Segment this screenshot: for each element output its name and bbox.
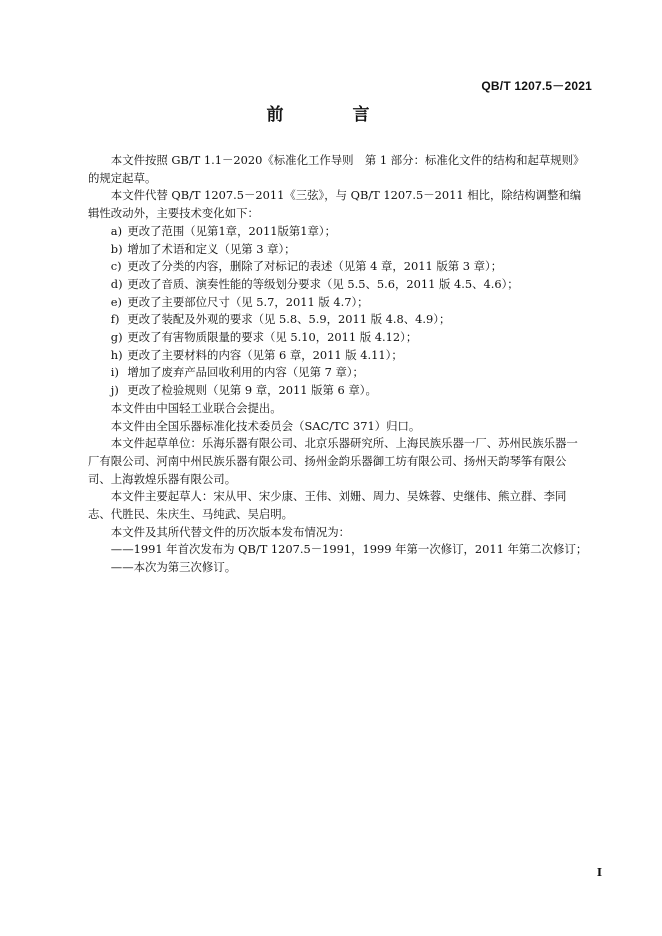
list-item bbox=[111, 276, 588, 294]
list-item-text: 更改了装配及外观的要求（见 5.8、5.9，2011 版 4.8、4.9）； bbox=[127, 312, 451, 327]
list-item bbox=[111, 364, 588, 382]
page-number: I bbox=[596, 866, 602, 879]
paragraph-drafters: 本文件主要起草人：宋从甲、宋少康、王伟、刘姗、周力、吴姝蓉、史继伟、熊立群、李同志、代胜民、朱庆生、马纯武、吴启明。 bbox=[88, 489, 567, 522]
history-item: ——本次为第三次修订。 bbox=[110, 560, 237, 575]
list-item bbox=[111, 329, 588, 347]
history-item: ——1991 年首次发布为 QB/T 1207.5－1991，1999 年第一次修订，2011 年第二次修订； bbox=[110, 542, 588, 557]
list-item bbox=[111, 347, 588, 365]
paragraph-history-intro: 本文件及其所代替文件的历次版本发布情况为： bbox=[110, 524, 351, 539]
standard-code: QB/T 1207.5－2021 bbox=[481, 79, 592, 93]
list-item-label: f) bbox=[110, 312, 120, 327]
list-item bbox=[111, 311, 588, 329]
list-item bbox=[111, 294, 588, 312]
list-item bbox=[111, 241, 588, 259]
list-item-label: j) bbox=[110, 383, 119, 398]
paragraph-replacement: 本文件代替 QB/T 1207.5－2011《三弦》，与 QB/T 1207.5－2011 相比，除结构调整和编辑性改动外，主要技术变化如下： bbox=[88, 188, 582, 221]
list-item-label: c) bbox=[110, 259, 122, 274]
list-item-text: 更改了范围（见第1章，2011版第1章）； bbox=[127, 223, 336, 238]
list-item-text: 更改了主要部位尺寸（见 5.7，2011 版 4.7）； bbox=[127, 294, 369, 309]
list-item-text: 更改了检验规则（见第 9 章，2011 版第 6 章）。 bbox=[127, 383, 377, 398]
list-item bbox=[111, 258, 588, 276]
list-item bbox=[111, 223, 588, 241]
paragraph-proposer: 本文件由中国轻工业联合会提出。 bbox=[110, 400, 282, 415]
list-item-label: a) bbox=[110, 223, 123, 238]
list-item-label: g) bbox=[110, 330, 123, 345]
list-item-label: e) bbox=[110, 294, 122, 309]
page-title: 前 言 bbox=[266, 105, 396, 125]
list-item-text: 更改了有害物质限量的要求（见 5.10，2011 版 4.12）； bbox=[127, 330, 418, 345]
list-item-text: 增加了废弃产品回收利用的内容（见第 7 章）； bbox=[127, 365, 364, 380]
list-item-label: d) bbox=[110, 276, 123, 291]
list-item-text: 更改了分类的内容，删除了对标记的表述（见第 4 章，2011 版第 3 章）； bbox=[127, 259, 503, 274]
list-item-text: 更改了音质、演奏性能的等级划分要求（见 5.5、5.6，2011 版 4.5、4.6）； bbox=[127, 276, 519, 291]
paragraph-drafting-units: 本文件起草单位：乐海乐器有限公司、北京乐器研究所、上海民族乐器一厂、苏州民族乐器一厂有限公司、河南中州民族乐器有限公司、扬州金韵乐器御工坊有限公司、扬州天韵琴筝有限公司、上海敦煌乐器有限公司。 bbox=[88, 436, 578, 486]
list-item-label: i) bbox=[110, 365, 119, 380]
list-item-text: 更改了主要材料的内容（见第 6 章，2011 版 4.11）； bbox=[127, 347, 403, 362]
foreword-body bbox=[88, 152, 588, 577]
changes-list bbox=[88, 223, 588, 400]
list-item-label: b) bbox=[110, 241, 123, 256]
list-item bbox=[111, 382, 588, 400]
paragraph-committee: 本文件由全国乐器标准化技术委员会（SAC/TC 371）归口。 bbox=[110, 418, 421, 433]
list-item-text: 增加了术语和定义（见第 3 章）； bbox=[127, 241, 296, 256]
paragraph-drafting-rules: 本文件按照 GB/T 1.1－2020《标准化工作导则 第 1 部分：标准化文件的结构和起草规则》的规定起草。 bbox=[88, 153, 585, 185]
list-item-label: h) bbox=[110, 347, 123, 362]
